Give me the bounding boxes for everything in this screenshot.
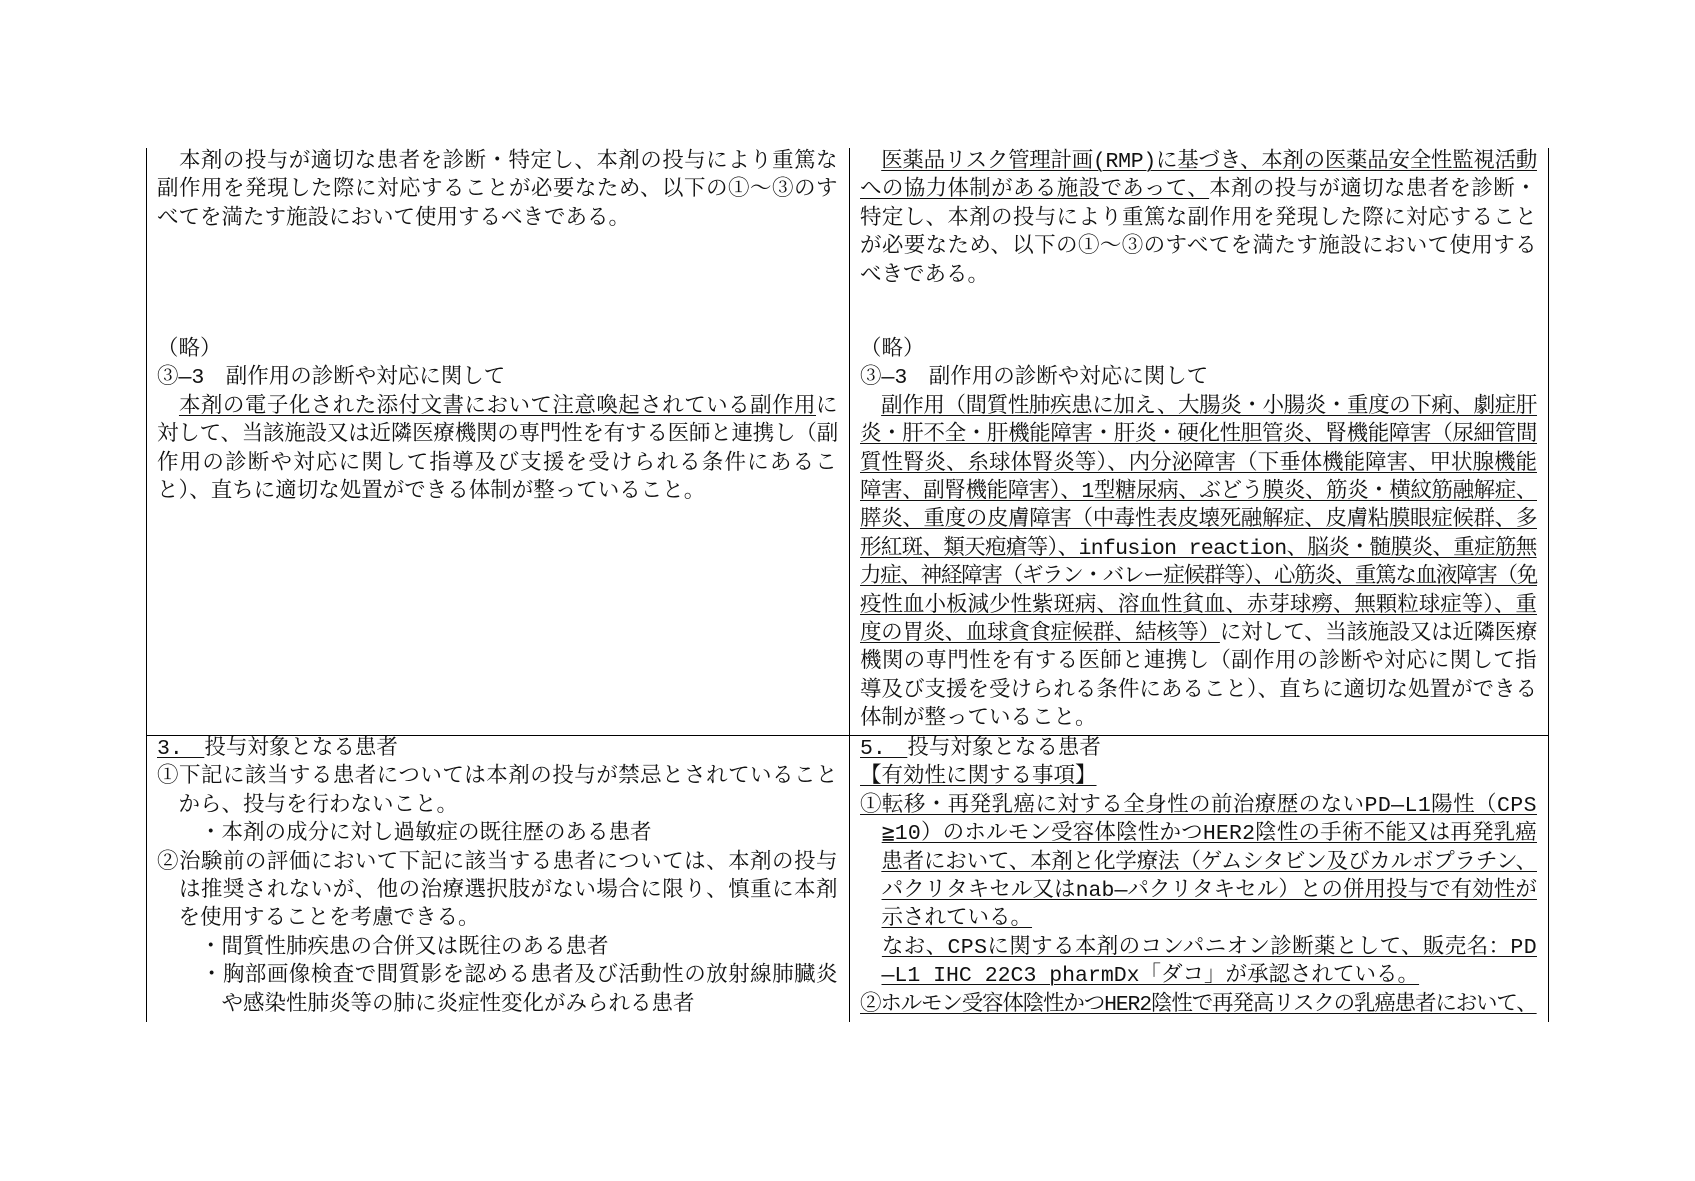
text-segment: を使用することを考慮できる。 [157, 907, 480, 932]
underlined-revision-text: ①転移・再発乳癌に対する全身性の前治療歴のないPD―L1陽性（CPS [860, 793, 1537, 818]
text-line [157, 962, 838, 990]
text-line-content [157, 877, 838, 905]
text-line-content [860, 535, 1537, 563]
text-segment [860, 822, 882, 846]
underlined-revision-text: なお、CPSに関する本剤のコンパニオン診断薬として、販売名：PD [881, 935, 1537, 960]
text-line [157, 763, 838, 791]
cell-old-top-block-2 [157, 336, 838, 506]
text-segment: （略） [157, 338, 222, 362]
text-line [860, 877, 1537, 905]
underlined-revision-text: パクリタキセル又はnab―パクリタキセル）との併用投与で有効性が [881, 878, 1537, 903]
text-segment: から、投与を行わないこと。 [157, 793, 459, 818]
text-line-content [860, 849, 1537, 877]
text-segment: が必要なため、以下の①～③のすべてを満たす施設において使用する [860, 235, 1537, 260]
text-segment: ③―3 副作用の診断や対応に関して [157, 366, 506, 391]
text-line [860, 478, 1537, 506]
underlined-revision-text: 障害、副腎機能障害）、1型糖尿病、ぶどう膜炎、筋炎・横紋筋融解症、 [860, 479, 1537, 504]
text-segment [860, 879, 882, 903]
text-segment: べてを満たす施設において使用するべきである。 [157, 206, 631, 231]
underlined-revision-text: 形紅斑、類天疱瘡等）、infusion reaction、脳炎・髄膜炎、重症筋無 [860, 536, 1537, 561]
underlined-revision-text: 患者において、本剤と化学療法（ゲムシタビン及びカルボプラチン、 [881, 850, 1537, 875]
underlined-revision-text: 膵炎、重度の皮膚障害（中毒性表皮壊死融解症、皮膚粘膜眼症候群、多 [860, 508, 1537, 533]
text-line [860, 735, 1537, 763]
text-line [860, 962, 1537, 990]
text-segment: ②治験前の評価において下記に該当する患者については、本剤の投与 [157, 850, 838, 875]
text-line [860, 336, 1537, 364]
text-line-content [157, 905, 480, 933]
text-line [157, 176, 838, 204]
text-segment: 投与対象となる患者 [204, 737, 398, 761]
text-line [860, 176, 1537, 204]
underlined-revision-text: 5. [860, 737, 908, 761]
text-segment: ・胸部画像検査で間質影を認める患者及び活動性の放射線肺臓炎 [157, 964, 838, 989]
underlined-revision-text: 【有効性に関する事項】 [860, 765, 1097, 790]
text-line [157, 205, 838, 233]
table-border-center [849, 148, 850, 1022]
text-line-content [157, 735, 398, 763]
text-segment [860, 936, 882, 960]
text-line-content [860, 648, 1537, 676]
text-segment: 本剤の投与が適切な患者を診断・特定し、本剤の投与により重篤な [157, 150, 838, 174]
text-line [860, 393, 1537, 421]
text-line [157, 991, 838, 1019]
text-segment: ③―3 副作用の診断や対応に関して [860, 366, 1209, 391]
text-line [157, 336, 838, 364]
text-line-content [157, 450, 838, 478]
text-line-content [860, 176, 1537, 204]
text-segment: 体制が整っていること。 [860, 707, 1097, 732]
text-line-content [860, 262, 989, 290]
text-line-content [157, 820, 652, 848]
text-segment: （略） [860, 338, 925, 362]
text-line-content [860, 393, 1537, 421]
text-segment [860, 150, 881, 174]
text-line-content [157, 849, 838, 877]
text-line [860, 535, 1537, 563]
text-segment: 投与対象となる患者 [907, 737, 1101, 761]
text-line [860, 677, 1537, 705]
text-line [157, 393, 838, 421]
text-line-content [860, 905, 1032, 933]
text-line-content [157, 393, 838, 421]
text-segment: 機関の専門性を有する医師と連携し（副作用の診断や対応に関して指 [860, 650, 1537, 675]
table-border-right [1548, 148, 1549, 1022]
text-line-content [860, 877, 1537, 905]
cell-old-bottom [157, 735, 838, 1019]
text-line [860, 820, 1537, 848]
text-line-content [157, 364, 505, 392]
underlined-revision-text: 示されている。 [881, 907, 1033, 932]
cell-new-bottom [860, 735, 1537, 1019]
text-segment: ・間質性肺疾患の合併又は既往のある患者 [157, 935, 609, 960]
text-line [860, 620, 1537, 648]
text-segment: 導及び支援を受けられる条件にあること）、直ちに適切な処置ができる [860, 678, 1537, 703]
text-line-content [157, 991, 695, 1019]
underlined-revision-text: 炎・肝不全・肝機能障害・肝炎・硬化性胆管炎、腎機能障害（尿細管間 [860, 423, 1537, 448]
text-line [157, 450, 838, 478]
text-line-content [860, 792, 1537, 820]
text-line [157, 905, 838, 933]
text-line-content [157, 478, 705, 506]
text-line [860, 905, 1537, 933]
text-line [157, 148, 838, 176]
underlined-revision-text: ②ホルモン受容体陰性かつHER2陰性で再発高リスクの乳癌患者において、 [860, 992, 1537, 1017]
text-line [860, 262, 1537, 290]
text-line-content [860, 991, 1537, 1019]
text-segment: 本剤の投与が適切な患者を診断・ [1209, 178, 1537, 203]
text-segment [860, 964, 882, 988]
text-line-content [860, 364, 1208, 392]
text-line [860, 506, 1537, 534]
text-line [860, 849, 1537, 877]
text-line-content [860, 705, 1097, 733]
text-line-content [860, 421, 1537, 449]
text-line [157, 934, 838, 962]
text-line [157, 421, 838, 449]
text-line [860, 233, 1537, 261]
text-line-content [860, 233, 1537, 261]
underlined-revision-text: 3. [157, 737, 205, 761]
text-line-content [157, 148, 838, 176]
text-segment: 対して、当該施設又は近隣医療機関の専門性を有する医師と連携し（副 [157, 423, 838, 448]
text-segment: に対して、当該施設又は近隣医療 [1219, 621, 1537, 646]
underlined-revision-text: ≧10）のホルモン受容体陰性かつHER2陰性の手術不能又は再発乳癌 [881, 822, 1537, 847]
text-line [157, 364, 838, 392]
text-segment: と）、直ちに適切な処置ができる体制が整っていること。 [157, 479, 706, 504]
text-line-content [157, 336, 222, 364]
text-line-content [860, 450, 1537, 478]
text-line [157, 478, 838, 506]
cell-new-top-block-1 [860, 148, 1537, 290]
underlined-revision-text: ―L1 IHC 22C3 pharmDx「ダコ」が承認されている。 [881, 964, 1420, 989]
cell-old-top-block-1 [157, 148, 838, 233]
text-line [860, 450, 1537, 478]
text-line-content [860, 735, 1101, 763]
text-line-content [157, 934, 609, 962]
text-line-content [157, 176, 838, 204]
text-line [860, 563, 1537, 591]
text-line [860, 991, 1537, 1019]
underlined-revision-text: 副作用（間質性肺疾患に加え、大腸炎・小腸炎・重度の下痢、劇症肝 [881, 394, 1537, 419]
text-line-content [860, 763, 1097, 791]
table-border-left [146, 148, 147, 1022]
underlined-revision-text: 疫性血小板減少性紫斑病、溶血性貧血、赤芽球癆、無顆粒球症等）、重 [860, 593, 1537, 618]
text-line-content [860, 336, 925, 364]
cell-new-top-block-2 [860, 336, 1537, 733]
text-line [860, 792, 1537, 820]
text-line [860, 592, 1537, 620]
text-line [860, 763, 1537, 791]
text-segment [157, 395, 179, 419]
text-segment: は推奨されないが、他の治療選択肢がない場合に限り、慎重に本剤 [157, 878, 838, 903]
text-line-content [860, 506, 1537, 534]
underlined-revision-text: 医薬品リスク管理計画(RMP)に基づき、本剤の医薬品安全性監視活動 [881, 150, 1537, 174]
text-segment: ①下記に該当する患者については本剤の投与が禁忌とされていること [157, 765, 838, 790]
text-line [860, 205, 1537, 233]
text-line-content [860, 563, 1537, 591]
text-line-content [860, 820, 1537, 848]
text-line-content [157, 792, 458, 820]
underlined-revision-text: への協力体制がある施設であって、 [860, 178, 1210, 203]
text-segment: 副作用を発現した際に対応することが必要なため、以下の①～③のす [157, 178, 838, 203]
text-line [157, 792, 838, 820]
text-line [157, 820, 838, 848]
text-line [860, 934, 1537, 962]
text-segment [860, 851, 881, 875]
underlined-revision-text: 力症、神経障害（ギラン・バレー症候群等）、心筋炎、重篤な血液障害（免 [860, 565, 1537, 590]
text-line-content [860, 934, 1537, 962]
underlined-revision-text: 度の胃炎、血球貪食症候群、結核等） [860, 621, 1220, 646]
text-line-content [157, 763, 838, 791]
text-line-content [157, 421, 838, 449]
text-line [860, 648, 1537, 676]
text-line-content [860, 962, 1419, 990]
text-line-content [860, 148, 1537, 176]
text-segment: 特定し、本剤の投与により重篤な副作用を発現した際に対応すること [860, 206, 1537, 231]
text-line [860, 421, 1537, 449]
text-line-content [860, 677, 1537, 705]
text-segment: ・本剤の成分に対し過敏症の既往歴のある患者 [157, 822, 652, 847]
text-line-content [157, 205, 630, 233]
text-segment [860, 907, 882, 931]
text-segment: や感染性肺炎等の肺に炎症性変化がみられる患者 [157, 992, 695, 1017]
text-line-content [157, 962, 838, 990]
underlined-revision-text: 本剤の電子化された添付文書において注意喚起されている副作用 [178, 394, 816, 419]
text-line-content [860, 478, 1537, 506]
text-segment: 作用の診断や対応に関して指導及び支援を受けられる条件にあるこ [157, 451, 838, 476]
text-line [860, 705, 1537, 733]
text-line-content [860, 620, 1537, 648]
text-line [157, 735, 838, 763]
text-line [860, 364, 1537, 392]
text-segment [860, 395, 881, 419]
text-line [860, 148, 1537, 176]
text-line [157, 849, 838, 877]
text-segment: に [816, 394, 838, 419]
underlined-revision-text: 質性腎炎、糸球体腎炎等）、内分泌障害（下垂体機能障害、甲状腺機能 [860, 451, 1537, 476]
text-segment: べきである。 [860, 263, 990, 288]
text-line-content [860, 592, 1537, 620]
text-line-content [860, 205, 1537, 233]
text-line [157, 877, 838, 905]
